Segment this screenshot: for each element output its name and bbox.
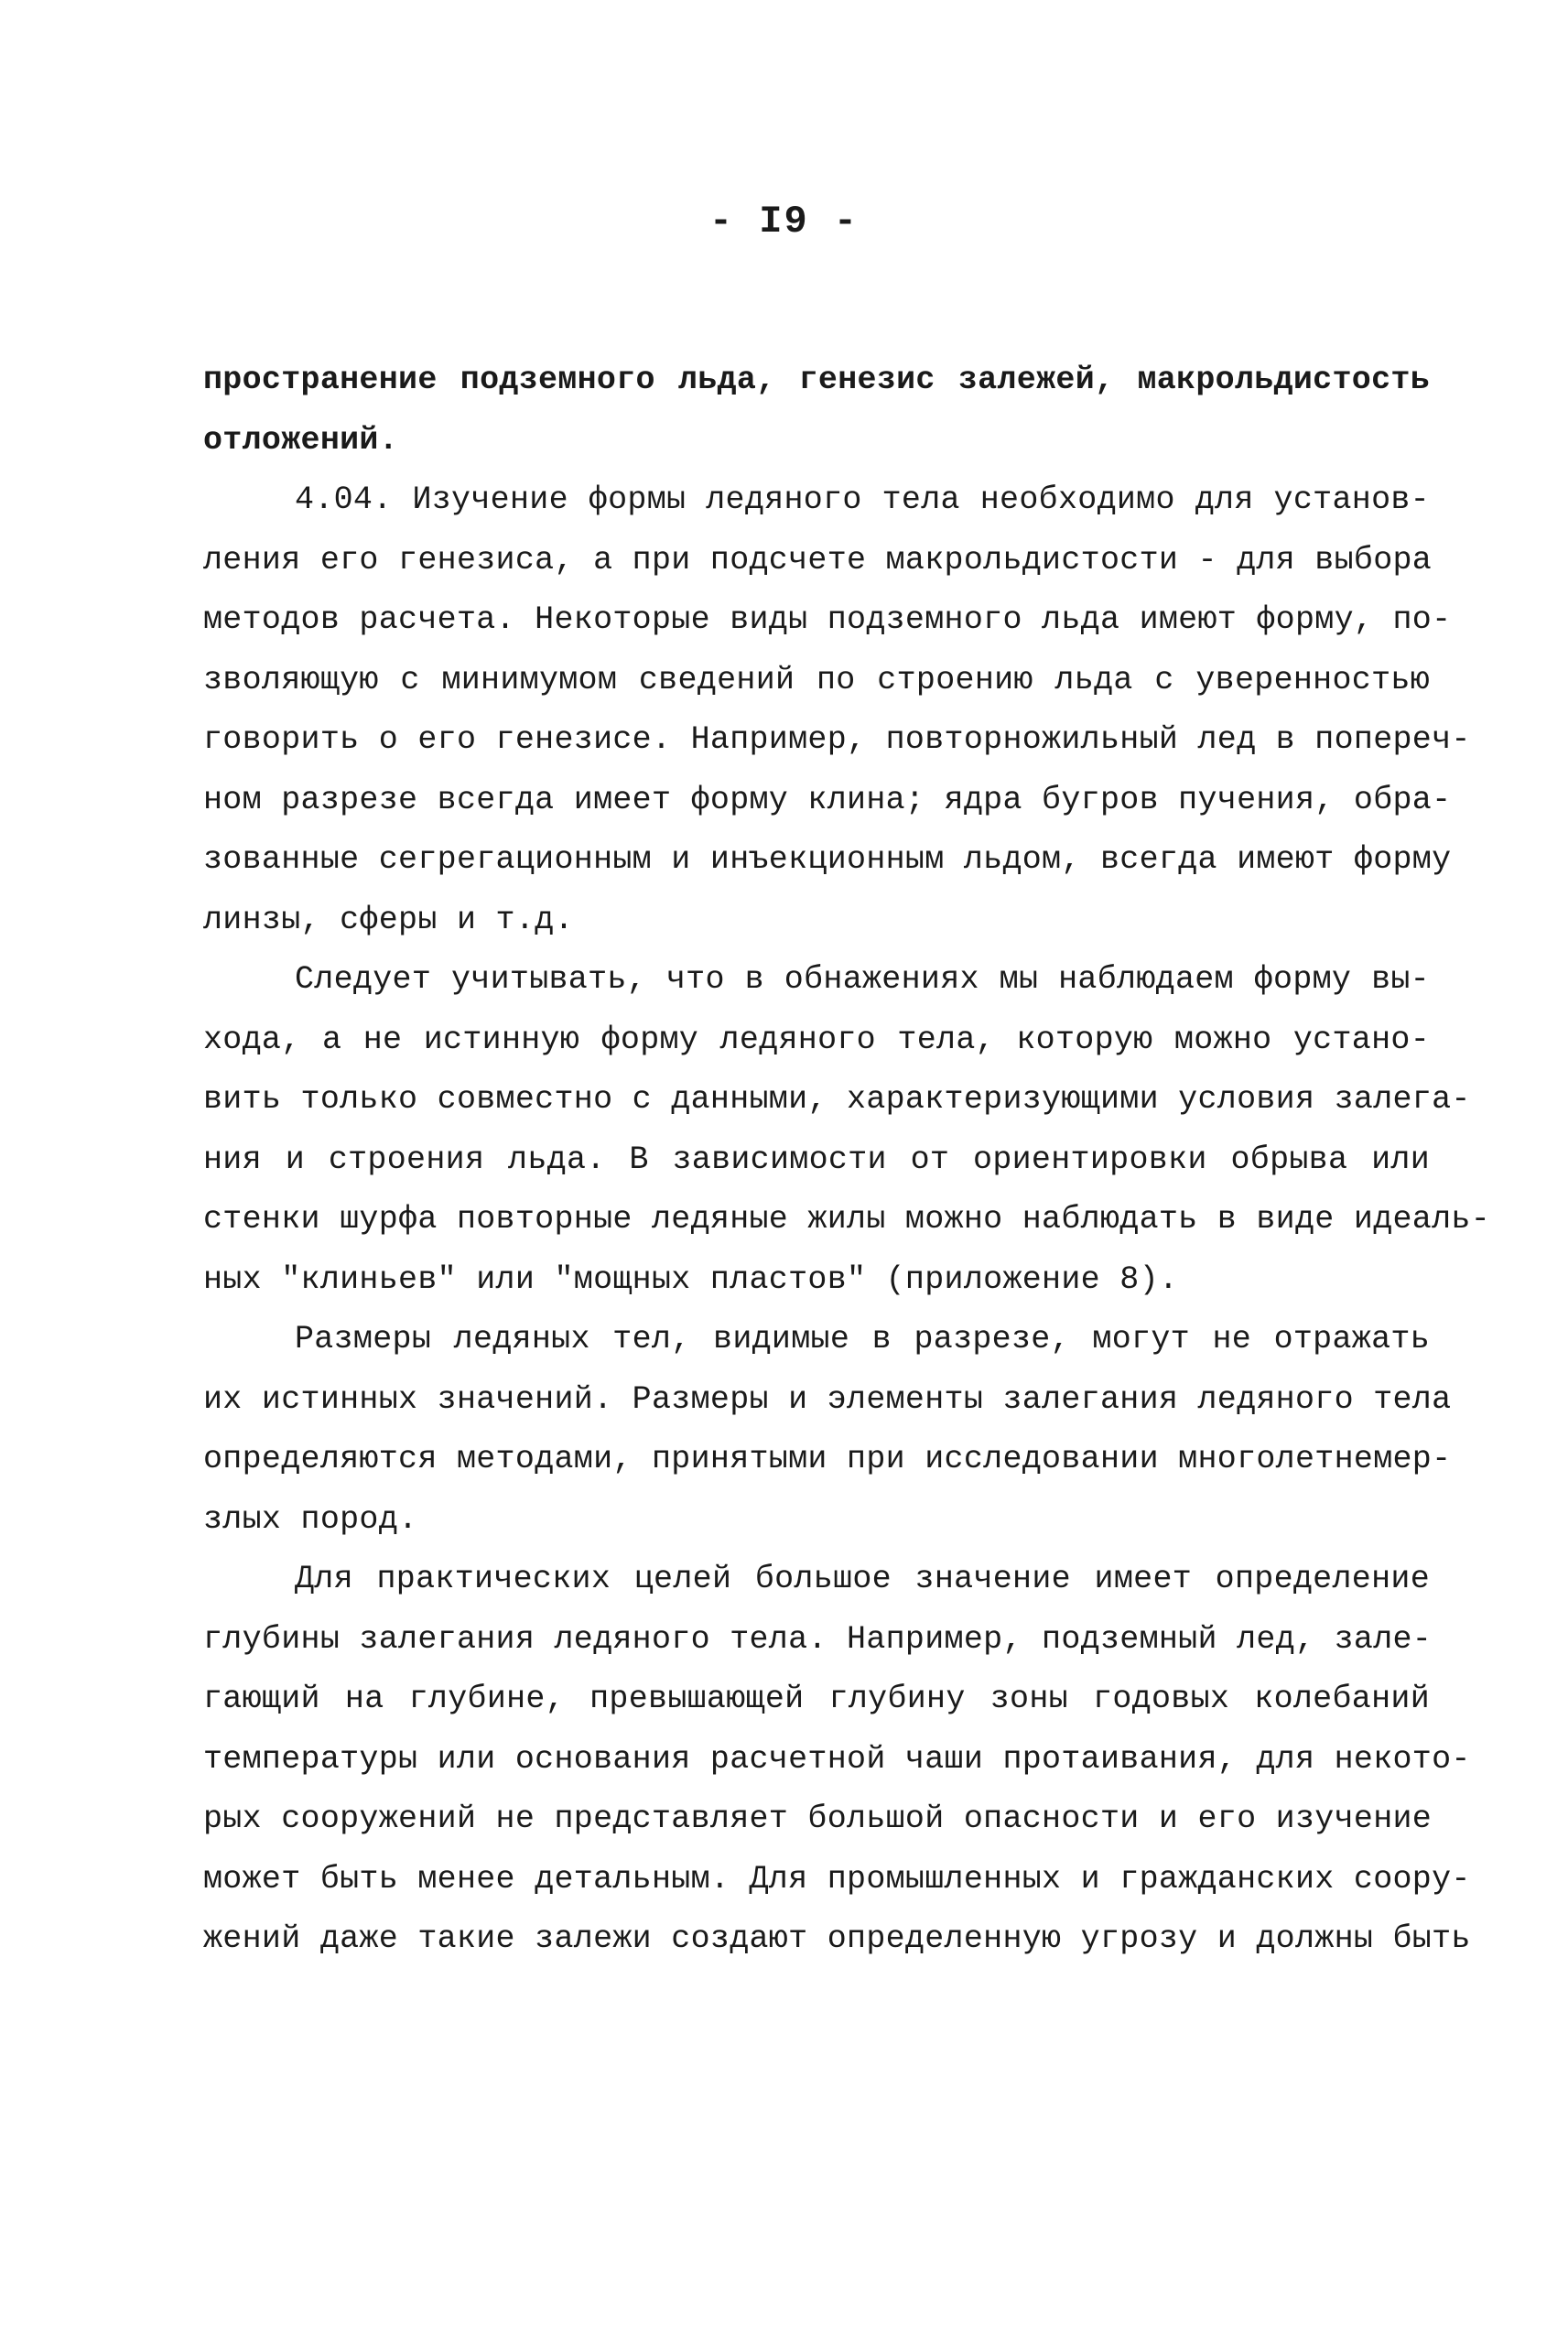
text-line: определяются методами, принятыми при исследовании многолетнемер- [203, 1441, 1452, 1477]
text-line: жений даже такие залежи создают определенную угрозу и должны быть [203, 1920, 1471, 1957]
text-line: температуры или основания расчетной чаши протаивания, для некото- [203, 1740, 1471, 1778]
body-text [203, 351, 1491, 1970]
text-line: методов расчета. Некоторые виды подземного льда имеют форму, по- [203, 601, 1452, 638]
text-line: ном разрезе всегда имеет форму клина; ядра бугров пучения, обра- [203, 781, 1452, 818]
text-line: отложений. [203, 421, 399, 459]
text-line: их истинных значений. Размеры и элементы залегания ледяного тела [203, 1380, 1452, 1418]
page-number: - I9 - [708, 200, 860, 243]
text-line: 4.04. Изучение формы ледяного тела необходимо для установ- [295, 481, 1430, 518]
text-line: вить только совместно с данными, характеризующими условия залега- [203, 1081, 1471, 1118]
text-line: стенки шурфа повторные ледяные жилы можно наблюдать в виде идеаль- [203, 1201, 1491, 1238]
text-line: рых сооружений не представляет большой опасности и его изучение [203, 1801, 1433, 1837]
text-line: может быть менее детальным. Для промышленных и гражданских соору- [203, 1860, 1471, 1898]
text-line: хода, а не истинную форму ледяного тела, которую можно устано- [203, 1021, 1430, 1058]
text-line: пространение подземного льда, генезис залежей, макрольдистость [203, 362, 1430, 398]
text-line: Следует учитывать, что в обнажениях мы наблюдаем форму вы- [295, 961, 1430, 998]
text-line: ния и строения льда. В зависимости от ориентировки обрыва или [203, 1141, 1430, 1178]
text-line: линзы, сферы и т.д. [203, 901, 574, 938]
text-line: зованные сегрегационным и инъекционным льдом, всегда имеют форму [203, 841, 1452, 878]
text-line: гающий на глубине, превышающей глубину зоны годовых колебаний [203, 1681, 1430, 1717]
text-line: Размеры ледяных тел, видимые в разрезе, могут не отражать [295, 1321, 1430, 1357]
text-line: говорить о его генезисе. Например, повторножильный лед в попереч- [203, 721, 1471, 758]
text-line: Для практических целей большое значение имеет определение [295, 1561, 1430, 1597]
text-line: ления его генезиса, а при подсчете макрольдистости - для выбора [203, 541, 1433, 579]
text-line: ных "клиньев" или "мощных пластов" (приложение 8). [203, 1260, 1179, 1298]
text-line: глубины залегания ледяного тела. Например, подземный лед, зале- [203, 1620, 1433, 1658]
text-line: зволяющую с минимумом сведений по строению льда с уверенностью [203, 661, 1430, 698]
text-line: злых пород. [203, 1500, 418, 1538]
